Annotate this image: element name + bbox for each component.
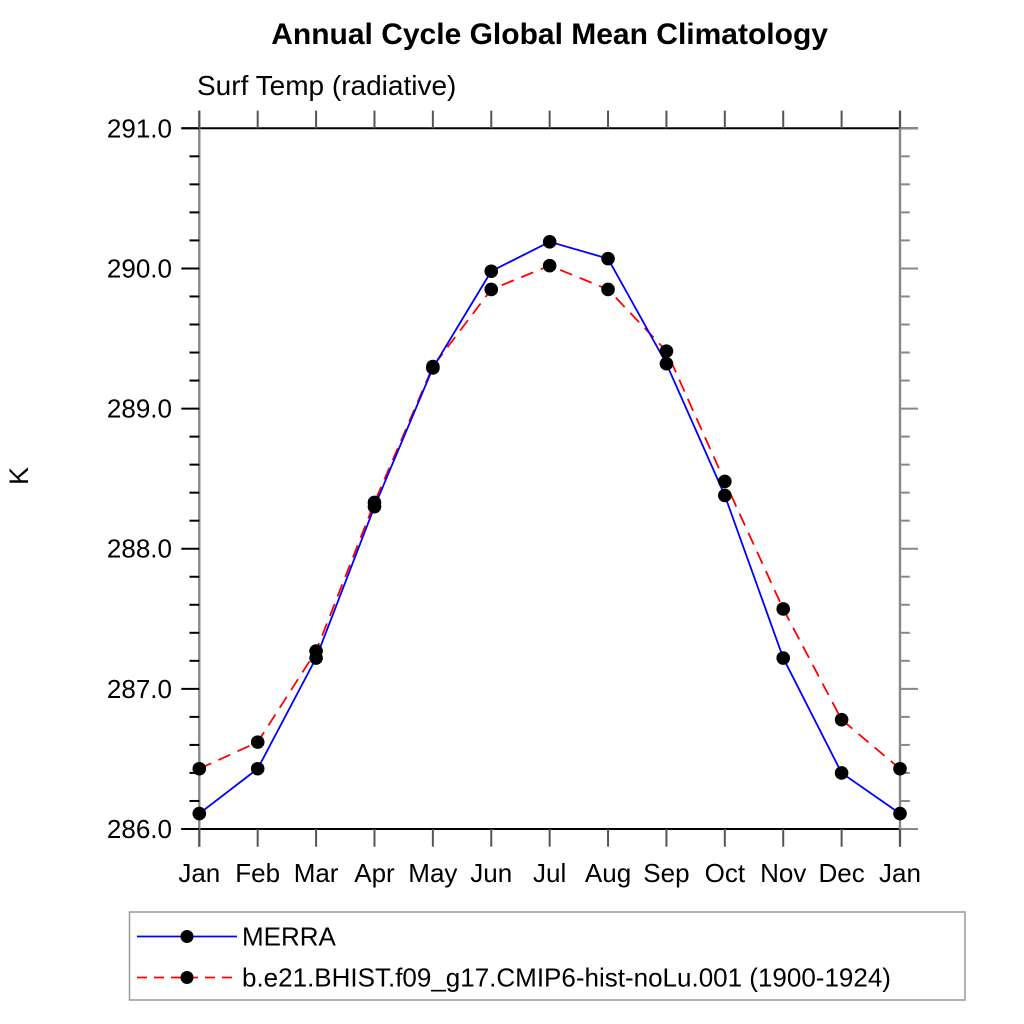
data-point-marker (368, 496, 382, 510)
y-tick-label: 290.0 (106, 253, 172, 284)
data-point-marker (718, 489, 732, 503)
x-tick-labels (178, 858, 921, 888)
data-point-marker (601, 252, 615, 266)
x-tick-label: Jan (178, 858, 221, 888)
data-point-marker (193, 762, 207, 776)
legend-label: MERRA (242, 921, 336, 952)
y-tick-label: 288.0 (106, 533, 172, 564)
legend-marker-sample (181, 971, 194, 984)
y-axis-unit-label: K (4, 466, 34, 486)
y-tick-label: 287.0 (106, 673, 172, 704)
legend-marker-sample (181, 930, 194, 943)
data-point-marker (660, 357, 674, 371)
x-tick-label: Nov (760, 858, 807, 888)
x-tick-label: May (408, 858, 458, 888)
data-series (199, 242, 900, 814)
chart-subtitle: Surf Temp (radiative) (197, 70, 457, 101)
data-point-marker (660, 344, 674, 358)
data-point-marker (484, 264, 498, 278)
data-point-marker (251, 762, 265, 776)
x-tick-label: Sep (643, 858, 690, 888)
x-tick-label: Jan (879, 858, 921, 888)
y-tick-label: 291.0 (106, 113, 172, 144)
x-tick-label: Jun (470, 858, 513, 888)
y-tick-labels (107, 113, 172, 844)
data-point-marker (543, 259, 557, 273)
y-tick-label: 286.0 (106, 814, 172, 844)
series-line-merra (199, 242, 900, 814)
data-point-marker (484, 283, 498, 297)
data-point-marker (309, 644, 323, 658)
data-point-markers (193, 235, 907, 820)
x-tick-label: Feb (235, 858, 281, 888)
data-point-marker (776, 651, 790, 665)
x-tick-label: Mar (293, 858, 339, 888)
x-tick-label: Aug (584, 858, 632, 888)
axes (181, 111, 918, 847)
data-point-marker (601, 283, 615, 297)
x-tick-label: Jul (533, 858, 567, 888)
legend-label: b.e21.BHIST.f09_g17.CMIP6-hist-noLu.001 (1900-1924) (242, 962, 891, 993)
data-point-marker (543, 235, 557, 249)
data-point-marker (893, 807, 907, 821)
data-point-marker (893, 762, 907, 776)
x-tick-label: Dec (818, 858, 865, 888)
chart-title: Annual Cycle Global Mean Climatology (271, 18, 828, 51)
legend (130, 912, 966, 1000)
x-tick-label: Oct (704, 858, 746, 888)
data-point-marker (718, 475, 732, 489)
data-point-marker (776, 602, 790, 616)
data-point-marker (251, 735, 265, 749)
data-point-marker (426, 360, 440, 374)
x-tick-label: Apr (354, 858, 395, 888)
data-point-marker (193, 807, 207, 821)
data-point-marker (835, 713, 849, 727)
data-point-marker (835, 766, 849, 780)
y-tick-label: 289.0 (106, 393, 172, 424)
series-line-model (199, 266, 900, 769)
